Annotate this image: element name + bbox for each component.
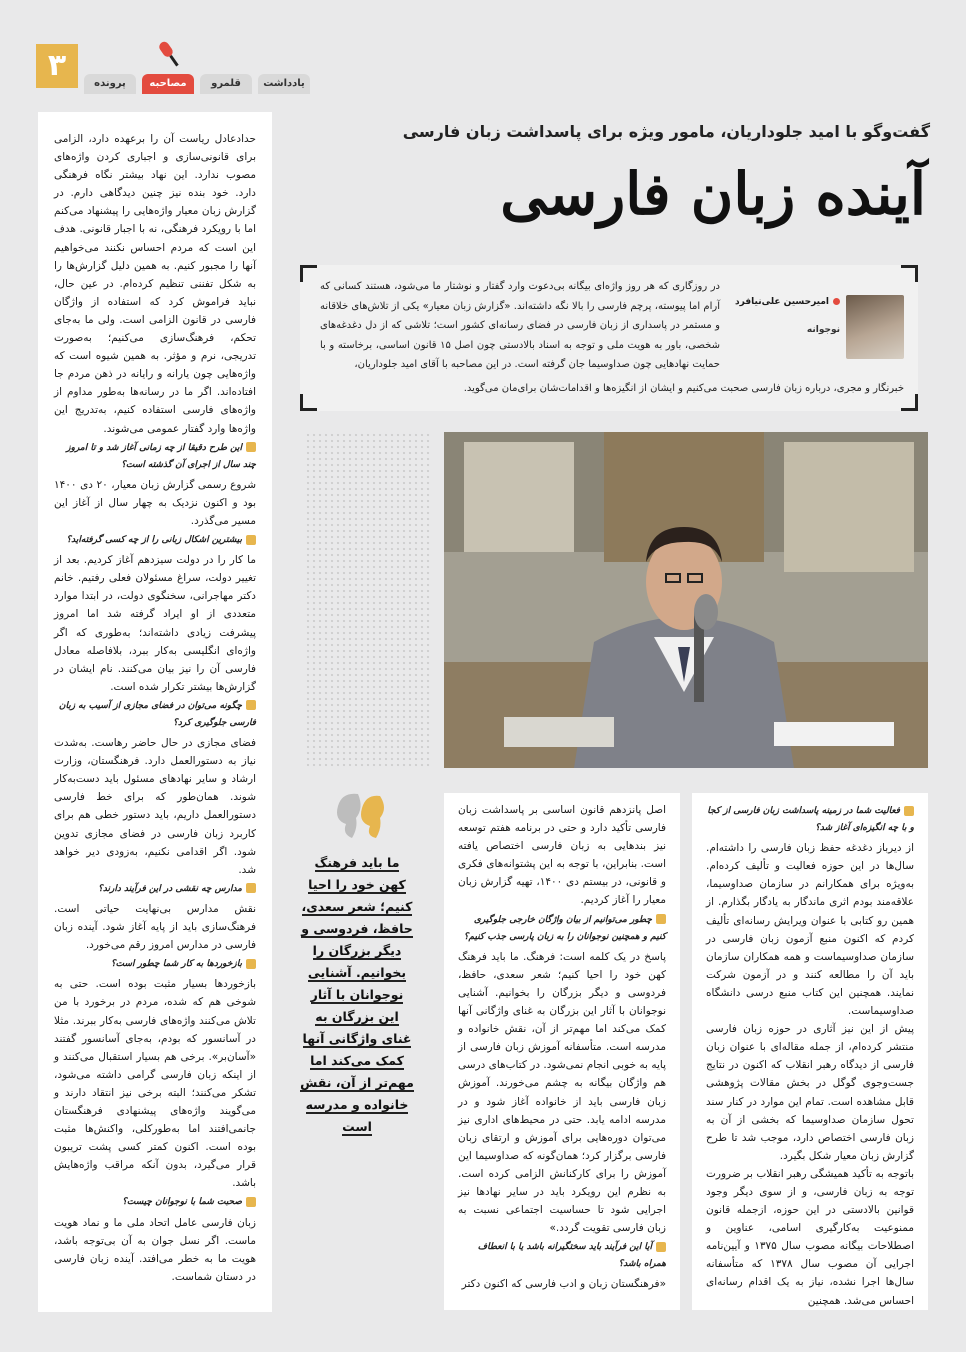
question-icon [656, 914, 666, 924]
photo-illustration [444, 432, 928, 768]
pull-quote [300, 852, 414, 1138]
question-icon [246, 535, 256, 545]
left-text-column [38, 112, 272, 1312]
frame-corner [300, 265, 317, 282]
interview-question [54, 698, 256, 732]
lead-box [300, 265, 918, 411]
question-text: بیشترین اشکال زبانی را از چه کسی گرفته‌اید؟ [66, 535, 242, 546]
tab-interview[interactable]: مصاحبه [142, 74, 194, 94]
paragraph: اصل پانزدهم قانون اساسی بر پاسداشت زبان فارسی تأکید دارد و حتی در برنامه هفتم توسعه نیز بندهایی به زبان فارسی اختصاص یافته است. بنابراین، با توجه به این پشتوانه‌های فکری و قانونی، در بیستم دی ۱۴۰۰، تهیه گزارش زبان معیار را آغاز کردیم. [458, 804, 666, 907]
question-text: بازخوردها به کار شما چطور است؟ [110, 959, 242, 970]
author-block [736, 295, 904, 359]
question-text: فعالیت شما در زمینه پاسداشت زبان فارسی از کجا و با چه انگیزه‌ای آغاز شد؟ [707, 806, 914, 834]
lead-paragraph: در روزگاری که هر روز واژه‌ای بیگانه بی‌دعوت وارد گفتار و نوشتار ما می‌شود، هستند کسانی که آرام اما پیوسته، پرچم فارسی را بالا نگه داشته‌اند. «گزارش زبان معیار» یکی از تلاش‌های خلاقانه و مستمر در پاسداری از زبان فارسی در فضای رسانه‌ای کشور است؛ تلاشی که از دل دغدغه‌های شخصی، باور به هویت ملی و توجه به اسناد بالادستی چون اصل ۱۵ قانون اساسی، برخاسته و با حمایت نهادهایی چون صداوسیما جان گرفته است. در این مصاحبه با آقای امید جلوداریان، [320, 281, 720, 370]
question-icon [246, 442, 256, 452]
question-icon [656, 1242, 666, 1252]
paragraph: پیش از این نیز آثاری در حوزه زبان فارسی منتشر کرده‌ام، از جمله مقاله‌ای با عنوان زبان فارسی از دیدگاه رهبر انقلاب که اکنون در نتایج جست‌وجوی گوگل در بخش مقالات پژوهشی قابل مشاهده است. تمام این موارد در کنار سند تحول سازمان صداوسیما که بخشی از آن به زبان فارسی اختصاص دارد، موجب شد تا طرح گزارش زبان معیار شکل بگیرد. [706, 1023, 914, 1162]
question-icon [246, 700, 256, 710]
author-photo [846, 295, 904, 359]
question-icon [246, 1197, 256, 1207]
interview-question [458, 912, 666, 946]
author-name-text: امیرحسین علی‌نیافرد [735, 297, 829, 307]
quote-icon [328, 788, 388, 840]
author-dot-icon [833, 298, 840, 305]
author-role: نوجوانه [806, 325, 840, 335]
interview-question [706, 803, 914, 837]
page-number: ۳ [36, 44, 78, 88]
tab-notes[interactable]: یادداشت [258, 74, 310, 94]
article-kicker: گفت‌وگو با امید جلوداریان، مامور ویژه برای پاسداشت زبان فارسی [402, 122, 930, 141]
middle-text-column [444, 793, 680, 1310]
paragraph: فضای مجازی در حال حاضر رهاست. به‌شدت نیاز به دستورالعمل دارد. فرهنگستان، وزارت ارشاد و سایر نهادهای مسئول باید دست‌به‌کار شوند. همان‌طور که برای خط فارسی دستورالعمل داریم، باید دستور خطی هم برای کاربرد زبان فارسی در فضای مجازی تدوین شود. اگر اقدامی نکنیم، به‌زودی دیر خواهد شد. [54, 737, 256, 876]
paragraph: ما کار را در دولت سیزدهم آغاز کردیم. بعد از تغییر دولت، سراغ مسئولان فعلی رفتیم. خانم دکتر مهاجرانی، سخنگوی دولت، در ابتدا موارد متعددی از او ایراد گرفته شد اما امروز پیشرفت زیادی داشته‌اند؛ به‌طوری که اگر واژه‌ای انگلیسی به‌کار ببرد، بلافاصله معادل فارسی آن را نیز بیان می‌کنند. نام ایشان در گزارش‌ها بیشتر تکرار شده است. [54, 554, 256, 693]
dot-pattern [305, 432, 430, 768]
frame-corner [901, 265, 918, 282]
paragraph: شروع رسمی گزارش زبان معیار، ۲۰ دی ۱۴۰۰ بود و اکنون نزدیک به چهار سال از آغاز این مسیر می‌گذرد. [54, 478, 256, 527]
interview-question [54, 956, 256, 973]
paragraph: نقش مدارس بی‌نهایت حیاتی است. فرهنگ‌سازی باید از پایه آغاز شود. آینده زبان فارسی در مدارس امروز رقم می‌خورد. [54, 902, 256, 952]
lead-paragraph-end: خبرنگار و مجری، درباره زبان فارسی صحبت می‌کنیم و ایشان از انگیزه‌ها و اقدامات‌شان برای‌مان می‌گوید. [463, 383, 904, 394]
question-text: این طرح دقیقا از چه زمانی آغاز شد و تا امروز چند سال از اجرای آن گذشته است؟ [66, 442, 256, 470]
interview-question [54, 881, 256, 898]
section-tabs [84, 74, 310, 94]
question-icon [246, 959, 256, 969]
interviewee-photo [444, 432, 928, 768]
author-name [735, 297, 840, 307]
question-icon [246, 883, 256, 893]
paragraph: از دیرباز دغدغه حفظ زبان فارسی را داشته‌ام. سال‌ها در این حوزه فعالیت و تألیف کرده‌ام. به‌ویژه برای همکارانم در سازمان صداوسیما، علاقه‌مند بودم اثری ماندگار به یادگار بگذارم. از همین رو کتابی با عنوان ویرایش رسانه‌ای تألیف کردم که اکنون منبع آزمون زبان فارسی در سازمان صداوسیماست و همه همکاران سازمان باید آن را مطالعه کنند و در آزمون شرکت نمایند. همچنین این کتاب منبع درسی دانشگاه صداوسیماست. [706, 842, 914, 1018]
tab-domain[interactable]: قلمرو [200, 74, 252, 94]
paragraph: پاسخ در یک کلمه است: فرهنگ. ما باید فرهنگ کهن خود را احیا کنیم؛ شعر سعدی، حافظ، فردوسی و دیگر بزرگان را بخوانیم. آشنایی نوجوانان با آثار این بزرگان به غنای واژگانی آنها کمک می‌کند اما مهم‌تر از آن، نقش خانواده و مدرسه است. متأسفانه آموزش زبان فارسی از پایه به خوبی انجام نمی‌شود. در کتاب‌های درسی هم واژگان بیگانه به چشم می‌خورند. آموزش زبان فارسی باید از خانواده آغاز شود و در مدرسه ادامه یابد. حتی در محیط‌های اداری نیز می‌توان دوره‌هایی برای آموزش و ارتقای زبان فارسی برگزار کرد؛ همان‌گونه که صداوسیما این آموزش را برای کارکنانش الزامی کرده است. به نظرم این رویکرد باید در سایر نهادها نیز اجرایی شود تا حساسیت اجتماعی نسبت به زبان فارسی تقویت گردد.» [458, 950, 666, 1235]
paragraph: زبان فارسی عامل اتحاد ملی ما و نماد هویت ماست. اگر نسل جوان به آن بی‌توجه باشد، هویت ما به خطر می‌افتد. آینده زبان فارسی در دستان شماست. [54, 1216, 256, 1283]
paragraph: باتوجه به تأکید همیشگی رهبر انقلاب بر ضرورت توجه به زبان فارسی، و از سوی دیگر وجود قوانین بالادستی در این حوزه، ازجمله قانون ممنوعیت به‌کارگیری اسامی، عناوین و اصطلاحات بیگانه مصوب سال ۱۳۷۵ و آیین‌نامه اجرایی آن مصوب سال ۱۳۷۸ که متأسفانه سال‌ها اجرا نشده، نیاز به یک اقدام رسانه‌ای احساس می‌شد. همچنین [706, 1167, 915, 1307]
question-icon [904, 806, 914, 816]
interview-question [54, 532, 256, 549]
article-headline: آینده زبان فارسی [500, 160, 926, 228]
paragraph: بازخوردها بسیار مثبت بوده است. حتی به شوخی هم که شده، مردم در برخورد با من تلاش می‌کنند واژه‌های فارسی به‌کار ببرند. مثلا در آسانسور که بودم، به‌جای آسانسور گفتند «آسان‌بر». برخی هم بسیار استقبال می‌کنند و از اینکه زبان فارسی گرامی داشته می‌شود، تشکر می‌کنند؛ البته برخی نیز انتقاد دارند و می‌گویند واژه‌های پیشنهادی فرهنگستان جانمی‌افتند اما به‌طورکلی، واکنش‌ها مثبت بوده است. اکنون کمتر کسی پشت تریبون قرار می‌گیرد، بدون آنکه مراقب واژه‌هایش باشد. [54, 978, 256, 1190]
interview-question [54, 440, 256, 474]
interview-question [54, 1194, 256, 1211]
right-text-column [692, 793, 928, 1310]
tab-dossier[interactable]: پرونده [84, 74, 136, 94]
question-text: آیا این فرآیند باید سختگیرانه باشد یا با انعطاف همراه باشد؟ [477, 1242, 666, 1270]
question-text: صحبت شما با نوجوانان چیست؟ [122, 1197, 242, 1208]
question-text: مدارس چه نقشی در این فرآیند دارند؟ [98, 883, 242, 894]
pull-quote-text: ما باید فرهنگ کهن خود را احیا کنیم؛ شعر سعدی، حافظ، فردوسی و دیگر بزرگان را بخوانیم. آشنایی نوجوانان با آثار این بزرگان به غنای واژگانی آنها کمک می‌کند اما مهم‌تر از آن، نقش خانواده و مدرسه است [300, 855, 414, 1134]
microphone-icon [155, 38, 185, 72]
question-text: چگونه می‌توان در فضای مجازی از آسیب به زبان فارسی جلوگیری کرد؟ [58, 700, 256, 728]
interview-question [458, 1239, 666, 1273]
question-text: چطور می‌توانیم از بیان واژگان خارجی جلوگیری کنیم و همچنین نوجوانان را به زبان پارسی جذب کنیم؟ [463, 914, 666, 942]
paragraph: «فرهنگستان زبان و ادب فارسی که اکنون دکتر [461, 1278, 666, 1291]
paragraph: حدادعادل ریاست آن را برعهده دارد، الزامی برای قانونی‌سازی و اجباری کردن واژه‌های مصوب ندارد. این نهاد بیشتر نگاه فرهنگی دارد. خود بنده نیز چنین دیدگاهی دارم. در گزارش زبان معیار واژه‌هایی را پیشنهاد می‌کنم اما با رویکرد فرهنگی، نه با اجبار قانونی. هدف این است که مردم احساس نکنند می‌خواهیم آنها را مجبور کنیم. به همین دلیل گزارش‌ها را به شکل تفننی تنظیم کرده‌ام. در عین حال، نباید فراموش کرد که استفاده از واژگان فارسی در قانون الزامی است. ولی ما به‌جای تحکم، فرهنگ‌سازی می‌کنیم؛ به‌صورت تدریجی، نرم و مؤثر. به همین شیوه است که واژه‌هایی چون یارانه و رایانه در ذهن مردم جا افتاده‌اند. اگر ما در رسانه‌ها به‌طور مداوم از واژه‌های فارسی استفاده کنیم، به‌تدریج این واژه‌ها وارد گفتار عمومی می‌شوند. [54, 133, 256, 435]
